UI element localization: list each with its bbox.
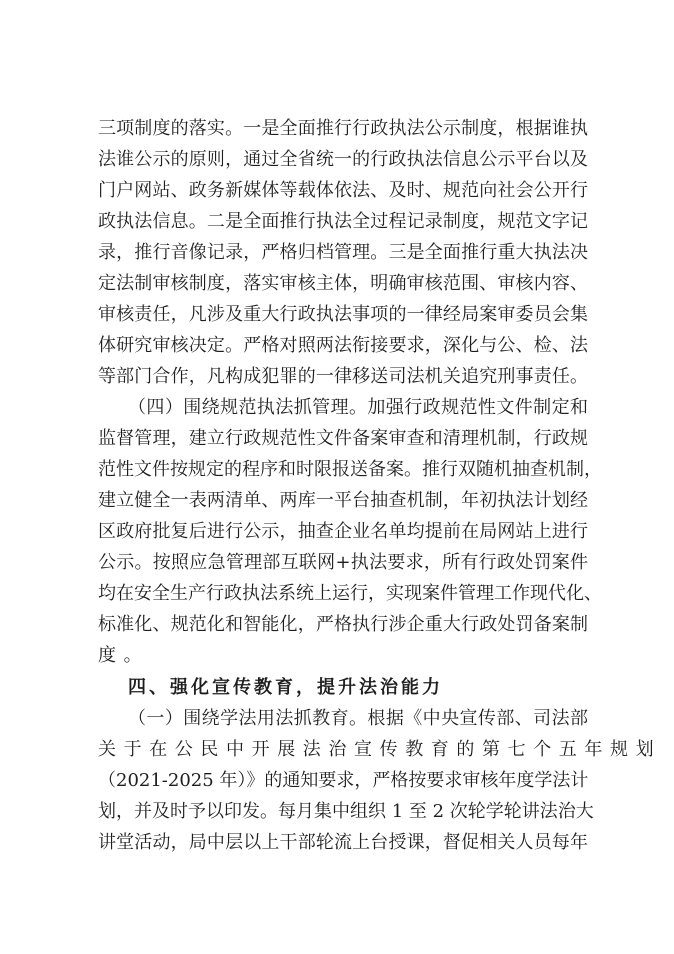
text-line: （2021-2025 年）》的通知要求，严格按要求审核年度学法计 [98, 770, 589, 791]
text-line: 审核责任，凡涉及重大行政执法事项的一律经局案审委员会集 [98, 304, 588, 325]
text-line: 讲堂活动，局中层以上干部轮流上台授课，督促相关人员每年 [98, 832, 588, 853]
text-line: 公示。按照应急管理部互联网+执法要求，所有行政处罚案件 [98, 552, 588, 573]
text-line: （四）围绕规范执法抓管理。加强行政规范性文件制定和 [128, 397, 588, 418]
text-line: （一）围绕学法用法抓教育。根据《中央宣传部、司法部 [128, 708, 588, 729]
text-line: 政执法信息。二是全面推行执法全过程记录制度，规范文字记 [98, 211, 588, 232]
text-line: 定法制审核制度，落实审核主体，明确审核范围、审核内容、 [98, 273, 588, 294]
text-line: 门户网站、政务新媒体等载体依法、及时、规范向社会公开行 [98, 180, 588, 201]
text-line: 均在安全生产行政执法系统上运行，实现案件管理工作现代化、 [98, 583, 602, 604]
text-line: 关于在公民中开展法治宣传教育的第七个五年规划 [98, 739, 662, 760]
section-heading: 四、强化宣传教育，提升法治能力 [128, 677, 443, 698]
text-line: 划，并及时予以印发。每月集中组织 1 至 2 次轮学轮讲法治大 [98, 801, 594, 822]
text-line: 录，推行音像记录，严格归档管理。三是全面推行重大执法决 [98, 242, 588, 263]
text-line: 监督管理，建立行政规范性文件备案审查和清理机制，行政规 [98, 428, 588, 449]
text-line: 等部门合作，凡构成犯罪的一律移送司法机关追究刑事责任。 [98, 366, 588, 387]
text-line: 三项制度的落实。一是全面推行行政执法公示制度，根据谁执 [98, 118, 588, 139]
text-line: 度。 [98, 645, 150, 666]
text-line: 区政府批复后进行公示，抽查企业名单均提前在局网站上进行 [98, 521, 588, 542]
text-line: 标准化、规范化和智能化，严格执行涉企重大行政处罚备案制 [98, 614, 588, 635]
text-line: 范性文件按规定的程序和时限报送备案。推行双随机抽查机制， [98, 459, 602, 480]
text-line: 体研究审核决定。严格对照两法衔接要求，深化与公、检、法 [98, 335, 588, 356]
text-line: 建立健全一表两清单、两库一平台抽查机制，年初执法计划经 [98, 490, 588, 511]
text-line: 法谁公示的原则，通过全省统一的行政执法信息公示平台以及 [98, 149, 588, 170]
